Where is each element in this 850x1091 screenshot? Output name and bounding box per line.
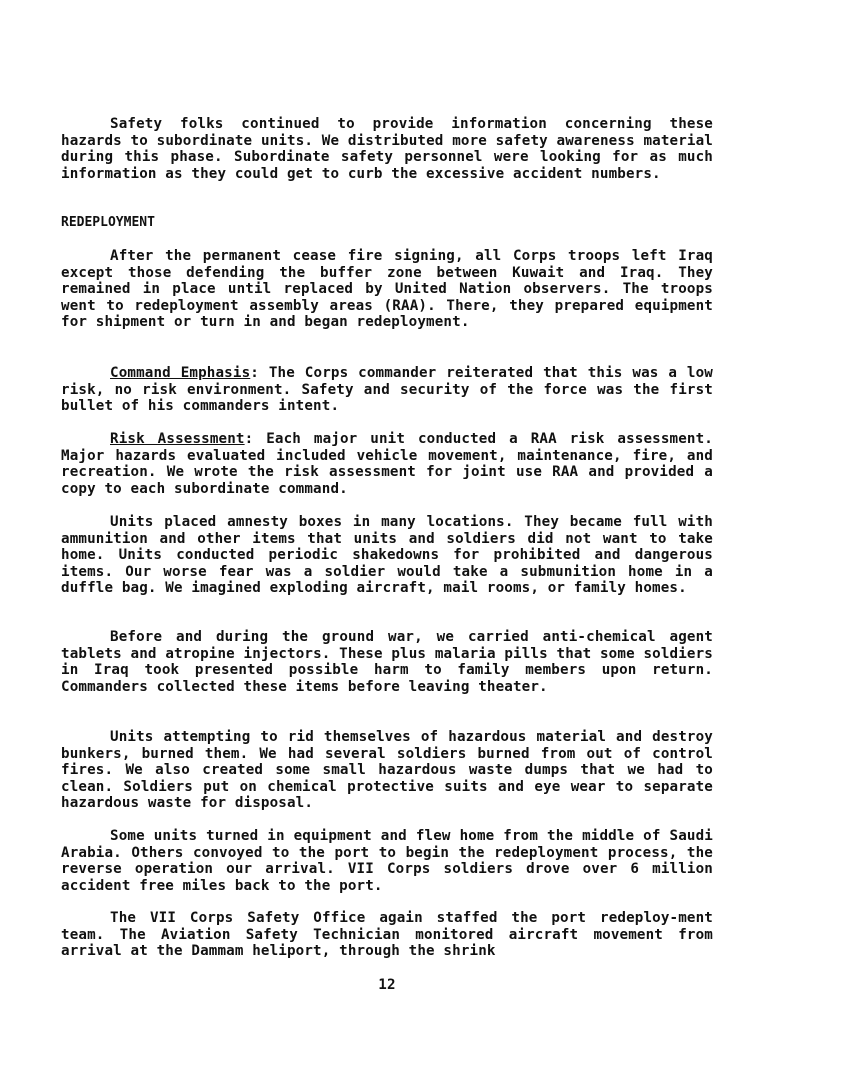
paragraph-risk-assessment: Risk Assessment: Each major unit conducted a RAA risk assessment. Major hazards evaluated included vehicle movement, maintenance, fire, and recreation. We wrote the risk assessment for joint use RAA and provided a copy to each subordinate command.	[61, 431, 713, 497]
subheading-risk-assessment: Risk Assessment	[110, 431, 245, 447]
paragraph-port-redeployment: The VII Corps Safety Office again staffed the port redeploy-ment team. The Aviation Safety Technician monitored aircraft movement from arrival at the Dammam heliport, through the shrink	[61, 910, 713, 960]
paragraph-equipment-turn-in: Some units turned in equipment and flew home from the middle of Saudi Arabia. Others convoyed to the port to begin the redeployment process, the reverse operation our arrival. VII Corps soldiers drove over 6 million accident free miles back to the port.	[61, 828, 713, 894]
paragraph-anti-chemical: Before and during the ground war, we carried anti-chemical agent tablets and atropine injectors. These plus malaria pills that some soldiers in Iraq took presented possible harm to family members upon return. Commanders collected these items before leaving theater.	[61, 629, 713, 695]
paragraph-amnesty-boxes: Units placed amnesty boxes in many locations. They became full with ammunition and other items that units and soldiers did not want to take home. Units conducted periodic shakedowns for prohibited and dangerous items. Our worse fear was a soldier would take a submunition home in a duffle bag. We imagined exploding aircraft, mail rooms, or family homes.	[61, 514, 713, 597]
paragraph-cease-fire: After the permanent cease fire signing, all Corps troops left Iraq except those defending the buffer zone between Kuwait and Iraq. They remained in place until replaced by United Nation observers. The troops went to redeployment assembly areas (RAA). There, they prepared equipment for shipment or turn in and began redeployment.	[61, 248, 713, 331]
subheading-command-emphasis: Command Emphasis	[110, 365, 251, 381]
page-number: 12	[378, 977, 396, 993]
paragraph-safety-folks: Safety folks continued to provide information concerning these hazards to subordinate units. We distributed more safety awareness material during this phase. Subordinate safety personnel were looking for as much information as they could get to curb the excessive accident numbers.	[61, 116, 713, 182]
section-heading: REDEPLOYMENT	[61, 215, 155, 230]
paragraph-hazardous-material: Units attempting to rid themselves of hazardous material and destroy bunkers, burned them. We had several soldiers burned from out of control fires. We also created some small hazardous waste dumps that we had to clean. Soldiers put on chemical protective suits and eye wear to separate hazardous waste for disposal.	[61, 729, 713, 812]
paragraph-command-emphasis: Command Emphasis: The Corps commander reiterated that this was a low risk, no risk environment. Safety and security of the force was the first bullet of his commanders intent.	[61, 365, 713, 415]
